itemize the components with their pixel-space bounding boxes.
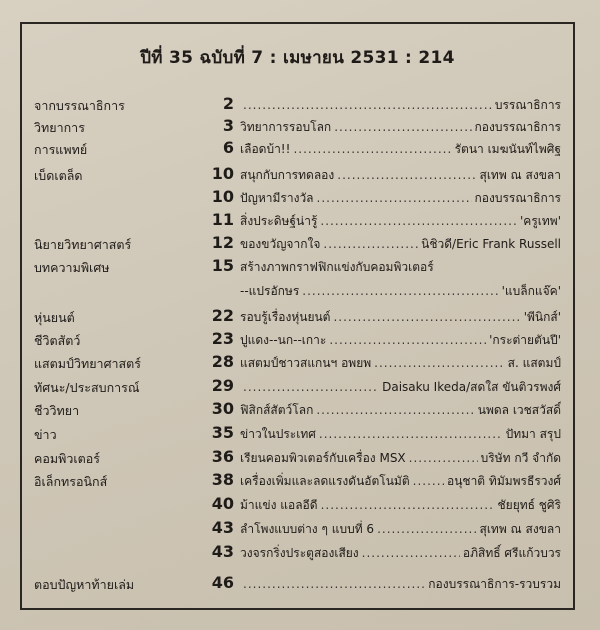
- toc-category: คอมพิวเตอร์: [34, 451, 100, 466]
- toc-page-number: 15: [211, 256, 234, 275]
- toc-page-number: 12: [211, 233, 234, 252]
- toc-title: ปูแดง--นก--เกาะ: [240, 333, 327, 347]
- toc-page-number: 10: [211, 187, 234, 206]
- dot-leader: [302, 284, 498, 298]
- toc-title: เรียนคอมพิวเตอร์กับเครื่อง MSX: [240, 451, 406, 465]
- toc-row: [22, 329, 573, 349]
- toc-page-number: 40: [211, 494, 234, 513]
- toc-entry: [240, 472, 561, 491]
- toc-row: [22, 306, 573, 326]
- toc-page-number: 30: [211, 399, 234, 418]
- toc-title: ลำโพงแบบต่าง ๆ แบบที่ 6: [240, 522, 375, 536]
- dot-leader: [413, 474, 444, 488]
- toc-category: อิเล็กทรอนิกส์: [34, 474, 108, 489]
- dot-leader: [320, 214, 517, 228]
- contents-frame: [20, 22, 575, 610]
- toc-author: กองบรรณาธิการ: [474, 191, 561, 205]
- dot-leader: [337, 168, 476, 182]
- toc-category: ตอบปัญหาท้ายเล่ม: [34, 577, 135, 592]
- toc-author: บริษัท กวี จำกัด: [480, 451, 561, 465]
- toc-row: [22, 376, 573, 396]
- toc-row: [22, 542, 573, 562]
- toc-title: สิ่งประดิษฐ์น่ารู้: [240, 214, 318, 228]
- toc-author: Daisaku Ikeda/สดใส ขันติวรพงศ์: [382, 380, 561, 394]
- toc-title: วงจรกริ่งประตูสองเสียง: [240, 546, 359, 560]
- toc-title: --แปรอักษร: [240, 284, 300, 298]
- toc-entry: [240, 401, 561, 420]
- toc-page-number: 35: [211, 423, 234, 442]
- toc-row: [22, 256, 573, 276]
- dot-leader: [362, 546, 460, 560]
- toc-title: ฟิสิกส์สัตว์โลก: [240, 403, 314, 417]
- toc-row: [22, 399, 573, 419]
- dot-leader: [316, 403, 474, 417]
- dot-leader: [243, 380, 379, 394]
- dot-leader: [334, 120, 471, 134]
- toc-category: วิทยาการ: [34, 120, 85, 135]
- toc-title: ของขวัญจากใจ: [240, 237, 321, 251]
- toc-author: 'พีนิกส์': [523, 310, 561, 324]
- toc-entry: [240, 140, 561, 159]
- toc-page-number: 36: [211, 447, 234, 466]
- toc-author: นิชิวดี/Eric Frank Russell: [421, 237, 561, 251]
- toc-row: [22, 447, 573, 467]
- toc-category: เบ็ดเตล็ด: [34, 168, 83, 183]
- toc-author: ส. แสตมป์: [507, 356, 561, 370]
- toc-entry: [240, 166, 561, 185]
- dot-leader: [374, 356, 505, 370]
- toc-entry: [240, 308, 561, 327]
- toc-row: [22, 116, 573, 136]
- toc-page-number: 46: [211, 573, 234, 592]
- toc-entry: [240, 520, 561, 539]
- toc-author: รัตนา เมฆนันท์ไพศิฐ: [454, 142, 561, 156]
- toc-author: 'กระต่ายตันปี': [489, 333, 561, 347]
- toc-row: [22, 352, 573, 372]
- toc-entry: [240, 118, 561, 137]
- dot-leader: [293, 142, 451, 156]
- toc-category: การแพทย์: [34, 142, 88, 157]
- toc-category: ข่าว: [34, 427, 57, 442]
- toc-author: สุเทพ ณ สงขลา: [479, 168, 561, 182]
- toc-category: หุ่นยนต์: [34, 310, 75, 325]
- dot-leader: [319, 427, 503, 441]
- toc-author: 'แบล็กแจ๊ค': [501, 284, 561, 298]
- toc-row: [22, 573, 573, 593]
- toc-page-number: 3: [222, 116, 234, 135]
- toc-title: วิทยาการรอบโลก: [240, 120, 332, 134]
- toc-title: รอบรู้เรื่องหุ่นยนต์: [240, 310, 331, 324]
- toc-entry: [240, 331, 561, 350]
- toc-category: นิยายวิทยาศาสตร์: [34, 237, 132, 252]
- toc-row: [22, 233, 573, 253]
- toc-row: [22, 518, 573, 538]
- toc-entry: [240, 496, 561, 515]
- toc-category: ชีวิตสัตว์: [34, 333, 81, 348]
- dot-leader: [329, 333, 486, 347]
- toc-page-number: 29: [211, 376, 234, 395]
- toc-author: สุเทพ ณ สงขลา: [479, 522, 561, 536]
- toc-row: [22, 280, 573, 300]
- dot-leader: [243, 98, 492, 112]
- toc-title: ปัญหามีรางวัล: [240, 191, 314, 205]
- toc-title: เลือดบ้า!!: [240, 142, 291, 156]
- toc-entry: [240, 212, 561, 231]
- toc-row: [22, 210, 573, 230]
- toc-title: แสตมป์ชาวสแกนฯ อพยพ: [240, 356, 372, 370]
- toc-title: เครื่องเพิ่มและลดแรงดันอัตโนมัติ: [240, 474, 410, 488]
- toc-title: ข่าวในประเทศ: [240, 427, 316, 441]
- dot-leader: [321, 498, 495, 512]
- toc-row: [22, 494, 573, 514]
- toc-row: [22, 94, 573, 114]
- toc-entry: [240, 575, 561, 594]
- toc-page-number: 38: [211, 470, 234, 489]
- dot-leader: [243, 577, 425, 591]
- toc-entry: [240, 449, 561, 468]
- toc-title: ม้าแข่ง แอลอีดี: [240, 498, 318, 512]
- toc-category: จากบรรณาธิการ: [34, 98, 125, 113]
- toc-author: กองบรรณาธิการ: [474, 120, 561, 134]
- toc-row: [22, 187, 573, 207]
- toc-entry-continuation: [240, 282, 561, 301]
- toc-page-number: 23: [211, 329, 234, 348]
- toc-page-number: 10: [211, 164, 234, 183]
- issue-header: ปีที่ 35 ฉบับที่ 7 : เมษายน 2531 : 214: [140, 48, 455, 68]
- toc-page-number: 2: [222, 94, 234, 113]
- dot-leader: [333, 310, 520, 324]
- dot-leader: [409, 451, 478, 465]
- toc-row: [22, 138, 573, 158]
- toc-entry: [240, 425, 561, 444]
- toc-page-number: 22: [211, 306, 234, 325]
- toc-page-number: 11: [211, 210, 234, 229]
- toc-author: กองบรรณาธิการ-รวบรวม: [428, 577, 561, 591]
- toc-category: แสตมป์วิทยาศาสตร์: [34, 356, 141, 371]
- toc-category: ชีววิทยา: [34, 403, 80, 418]
- toc-page-number: 28: [211, 352, 234, 371]
- dot-leader: [317, 191, 472, 205]
- toc-title: สร้างภาพกราฟฟิกแข่งกับคอมพิวเตอร์: [240, 260, 434, 274]
- toc-author: บรรณาธิการ: [494, 98, 561, 112]
- dot-leader: [377, 522, 476, 536]
- toc-category: ทัศนะ/ประสบการณ์: [34, 380, 140, 395]
- toc-entry: [240, 258, 561, 277]
- toc-entry: [240, 378, 561, 397]
- toc-entry: [240, 235, 561, 254]
- toc-page-number: 43: [211, 518, 234, 537]
- toc-row: [22, 423, 573, 443]
- toc-entry: [240, 96, 561, 115]
- toc-author: ปัทมา สรุป: [505, 427, 561, 441]
- toc-entry: [240, 544, 561, 563]
- toc-author: อภิสิทธิ์ ศรีแก้วบวร: [462, 546, 561, 560]
- toc-author: 'ครูเทพ': [520, 214, 561, 228]
- toc-row: [22, 470, 573, 490]
- toc-page-number: 6: [222, 138, 234, 157]
- toc-entry: [240, 354, 561, 373]
- toc-category: บทความพิเศษ: [34, 260, 110, 275]
- dot-leader: [323, 237, 418, 251]
- toc-author: อนุชาติ ทิมัมพรธีรวงศ์: [447, 474, 561, 488]
- toc-row: [22, 164, 573, 184]
- toc-page-number: 43: [211, 542, 234, 561]
- toc-author: ชัยยุทธ์ ชูศิริ: [497, 498, 561, 512]
- toc-entry: [240, 189, 561, 208]
- toc-author: นพดล เวชสวัสดิ์: [477, 403, 561, 417]
- toc-title: สนุกกับการทดลอง: [240, 168, 335, 182]
